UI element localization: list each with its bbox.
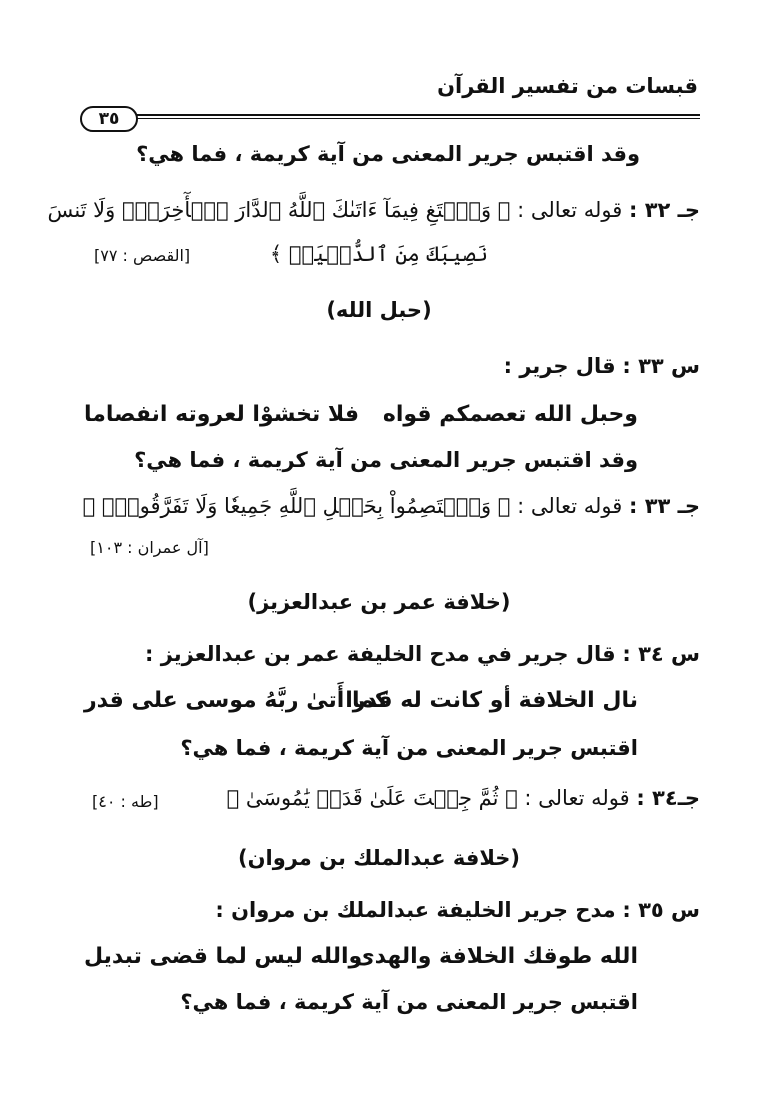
- poem-hemistich-second: كما أَتىٰ ربَّهُ موسى على قدر: [84, 688, 388, 713]
- poem-hemistich-first: الله طوقك الخلافة والهدى: [354, 944, 638, 969]
- question-text: قال جرير :: [503, 354, 616, 378]
- question-text: قال جرير في مدح الخليفة عمر بن عبدالعزيز :: [145, 642, 616, 666]
- page-number-badge: ٣٥: [80, 106, 138, 132]
- question-text: مدح جرير الخليفة عبدالملك بن مروان :: [215, 898, 616, 922]
- poem-hemistich-second: فلا تخشوْا لعروته انفصاما: [84, 402, 360, 427]
- running-header-title: قبسات من تفسير القرآن: [437, 74, 698, 98]
- header-rule-thin: [118, 118, 700, 119]
- quran-verse: ﴿ وَٱبۡتَغِ فِيمَآ ءَاتَىٰكَ ٱللَّهُ ٱلدَّارَ ٱلۡأٓخِرَةَۖ وَلَا تَنسَ: [47, 198, 511, 222]
- question-33: [504, 354, 700, 378]
- question-label: س ٣٤ :: [622, 642, 700, 666]
- quran-verse: ﴿ وَٱعۡتَصِمُواْ بِحَبۡلِ ٱللَّهِ جَمِيعٗا وَلَا تَفَرَّقُواْۚ ﴾: [82, 494, 511, 518]
- question-continuation: اقتبس جرير المعنى من آية كريمة ، فما هي؟: [180, 736, 638, 760]
- verse-reference: [طه : ٤٠]: [92, 792, 159, 811]
- answer-32: [48, 198, 700, 222]
- answer-label: جـ ٣٢ :: [629, 198, 700, 222]
- answer-intro: قوله تعالى :: [524, 786, 630, 810]
- question-continuation: وقد اقتبس جرير المعنى من آية كريمة ، فما هي؟: [136, 142, 640, 166]
- quran-verse: ﴿ ثُمَّ جِئۡتَ عَلَىٰ قَدَرٖ يَٰمُوسَىٰ ﴾: [226, 786, 518, 810]
- answer-34: [227, 786, 700, 810]
- answer-intro: قوله تعالى :: [517, 198, 623, 222]
- verse-reference: [آل عمران : ١٠٣]: [90, 538, 209, 557]
- answer-33: [83, 494, 700, 518]
- answer-label: جـ ٣٣ :: [629, 494, 700, 518]
- section-heading: (خلافة عمر بن عبدالعزيز): [247, 590, 511, 614]
- question-label: س ٣٥ :: [622, 898, 700, 922]
- quran-verse-continued: نَصِيبَكَ مِنَ ٱلدُّنۡيَاۖ ﴾: [269, 242, 488, 266]
- question-label: س ٣٣ :: [622, 354, 700, 378]
- question-34: [145, 642, 700, 666]
- header-rule: [118, 114, 700, 116]
- poem-hemistich-second: والله ليس لما قضى تبديل: [84, 944, 363, 969]
- section-heading: (خلافة عبدالملك بن مروان): [237, 846, 521, 870]
- poem-hemistich-first: نال الخلافة أو كانت له قدرا: [345, 688, 638, 713]
- question-continuation: اقتبس جرير المعنى من آية كريمة ، فما هي؟: [180, 990, 638, 1014]
- poem-hemistich-first: وحبل الله تعصمكم قواه: [382, 402, 638, 427]
- section-heading: (حبل الله): [326, 298, 432, 322]
- question-continuation: وقد اقتبس جرير المعنى من آية كريمة ، فما هي؟: [134, 448, 638, 472]
- question-35: [215, 898, 700, 922]
- answer-intro: قوله تعالى :: [517, 494, 623, 518]
- answer-label: جـ٣٤ :: [636, 786, 700, 810]
- verse-reference: [القصص : ٧٧]: [94, 246, 191, 265]
